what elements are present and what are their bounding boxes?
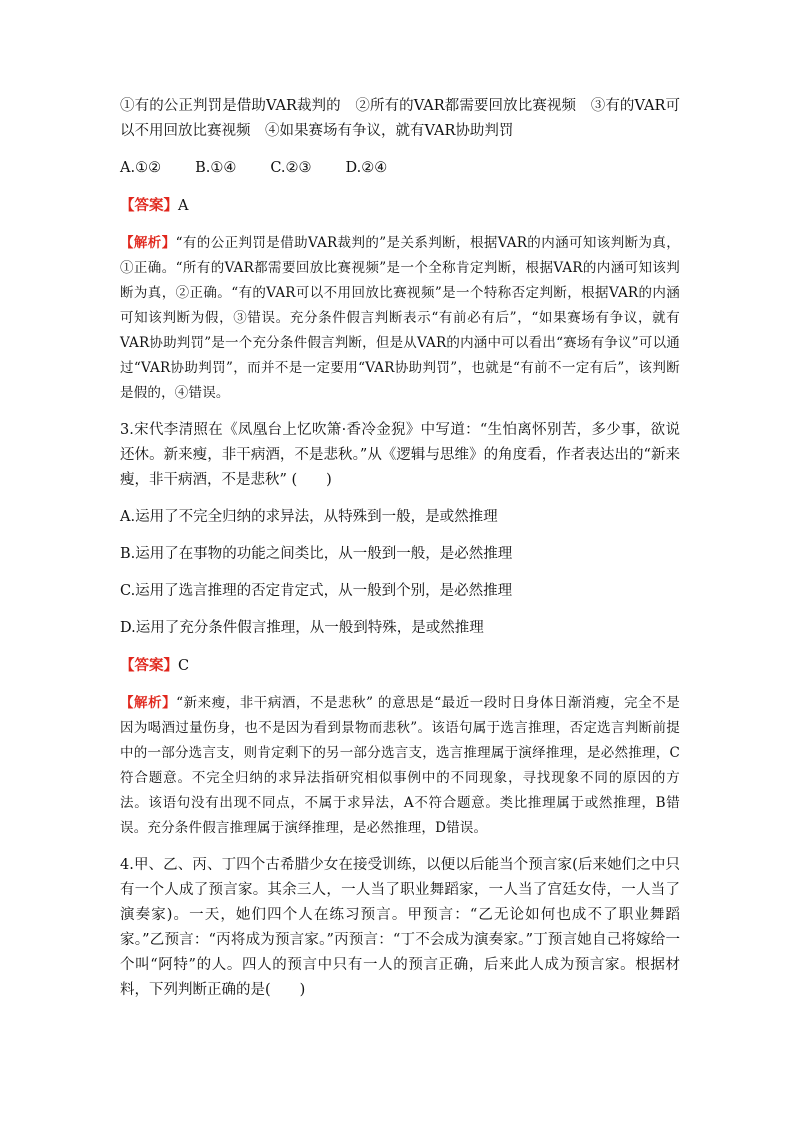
q2-answer	[120, 193, 680, 219]
q2-option-d: D.②④	[345, 160, 388, 176]
q3-option-c: C.运用了选言推理的否定肯定式，从一般到个别，是必然推理	[120, 583, 513, 599]
q2-option-b: B.①④	[195, 160, 237, 176]
analysis-text: “有的公正判罚是借助VAR裁判的”是关系判断，根据VAR的内涵可知该判断为真，①正确。“所有的VAR都需要回放比赛视频”是一个全称肯定判断，根据VAR的内涵可知该判断为真，②正确。“有的VAR可以不用回放比赛视频”是一个特称否定判断，根据VAR的内涵可知该判断为假，③错误。充分条件假言判断表示“有前必有后”，“如果赛场有争议，就有VAR协助判罚”是一个充分条件假言判断，但是从VAR的内涵中可以看出“赛场有争议”可以通过“VAR协助判罚”，而并不是一定要用“VAR协助判罚”，也就是“有前不一定有后”，该判断是假的，④错误。	[120, 235, 680, 401]
q2-statements: ①有的公正判罚是借助VAR裁判的 ②所有的VAR都需要回放比赛视频 ③有的VAR可以不用回放比赛视频 ④如果赛场有争议，就有VAR协助判罚	[120, 98, 680, 139]
q2-options	[120, 156, 680, 181]
q3-stem: 3.宋代李清照在《凤凰台上忆吹箫·香冷金猊》中写道：“生怕离怀别苦，多少事，欲说还休。新来瘦，非干病酒，不是悲秋。”从《逻辑与思维》的角度看，作者表达出的“新来瘦，非干病酒，不是悲秋” ( )	[120, 422, 680, 488]
analysis-tag: 【解析】	[120, 235, 176, 251]
answer-value: A	[178, 198, 189, 214]
q3-option-a: A.运用了不完全归纳的求异法，从特殊到一般，是或然推理	[120, 509, 498, 525]
q3-option-b: B.运用了在事物的功能之间类比，从一般到一般，是必然推理	[120, 546, 513, 562]
answer-value: C	[178, 658, 190, 674]
answer-tag: 【答案】	[120, 197, 178, 214]
document-page	[120, 94, 680, 1015]
answer-tag: 【答案】	[120, 657, 178, 674]
q2-analysis	[120, 231, 680, 406]
q3-answer	[120, 653, 680, 679]
q4-stem: 4.甲、乙、丙、丁四个古希腊少女在接受训练，以便以后能当个预言家(后来她们之中只有一个人成了预言家。其余三人，一人当了职业舞蹈家，一人当了宫廷女侍，一人当了演奏家)。一天，她们四个人在练习预言。甲预言：“乙无论如何也成不了职业舞蹈家。”乙预言：“丙将成为预言家。”丙预言：“丁不会成为演奏家。”丁预言她自己将嫁给一个叫“阿特”的人。四人的预言中只有一人的预言正确，后来此人成为预言家。根据材料，下列判断正确的是( )	[120, 857, 680, 998]
q2-option-a: A.①②	[120, 160, 162, 176]
analysis-text: “新来瘦，非干病酒，不是悲秋” 的意思是“最近一段时日身体日渐消瘦，完全不是因为喝酒过量伤身，也不是因为看到景物而悲秋”。该语句属于选言推理，否定选言判断前提中的一部分选言支，则肯定剩下的另一部分选言支，选言推理属于演绎推理，是必然推理，C符合题意。不完全归纳的求异法指研究相似事例中的不同现象，寻找现象不同的原因的方法。该语句没有出现不同点，不属于求异法，A不符合题意。类比推理属于或然推理，B错误。充分条件假言推理属于演绎推理，是必然推理，D错误。	[120, 695, 680, 836]
q2-option-c: C.②③	[270, 160, 312, 176]
q3-option-d: D.运用了充分条件假言推理，从一般到特殊，是或然推理	[120, 620, 484, 636]
analysis-tag: 【解析】	[120, 695, 177, 711]
q3-analysis	[120, 691, 680, 841]
